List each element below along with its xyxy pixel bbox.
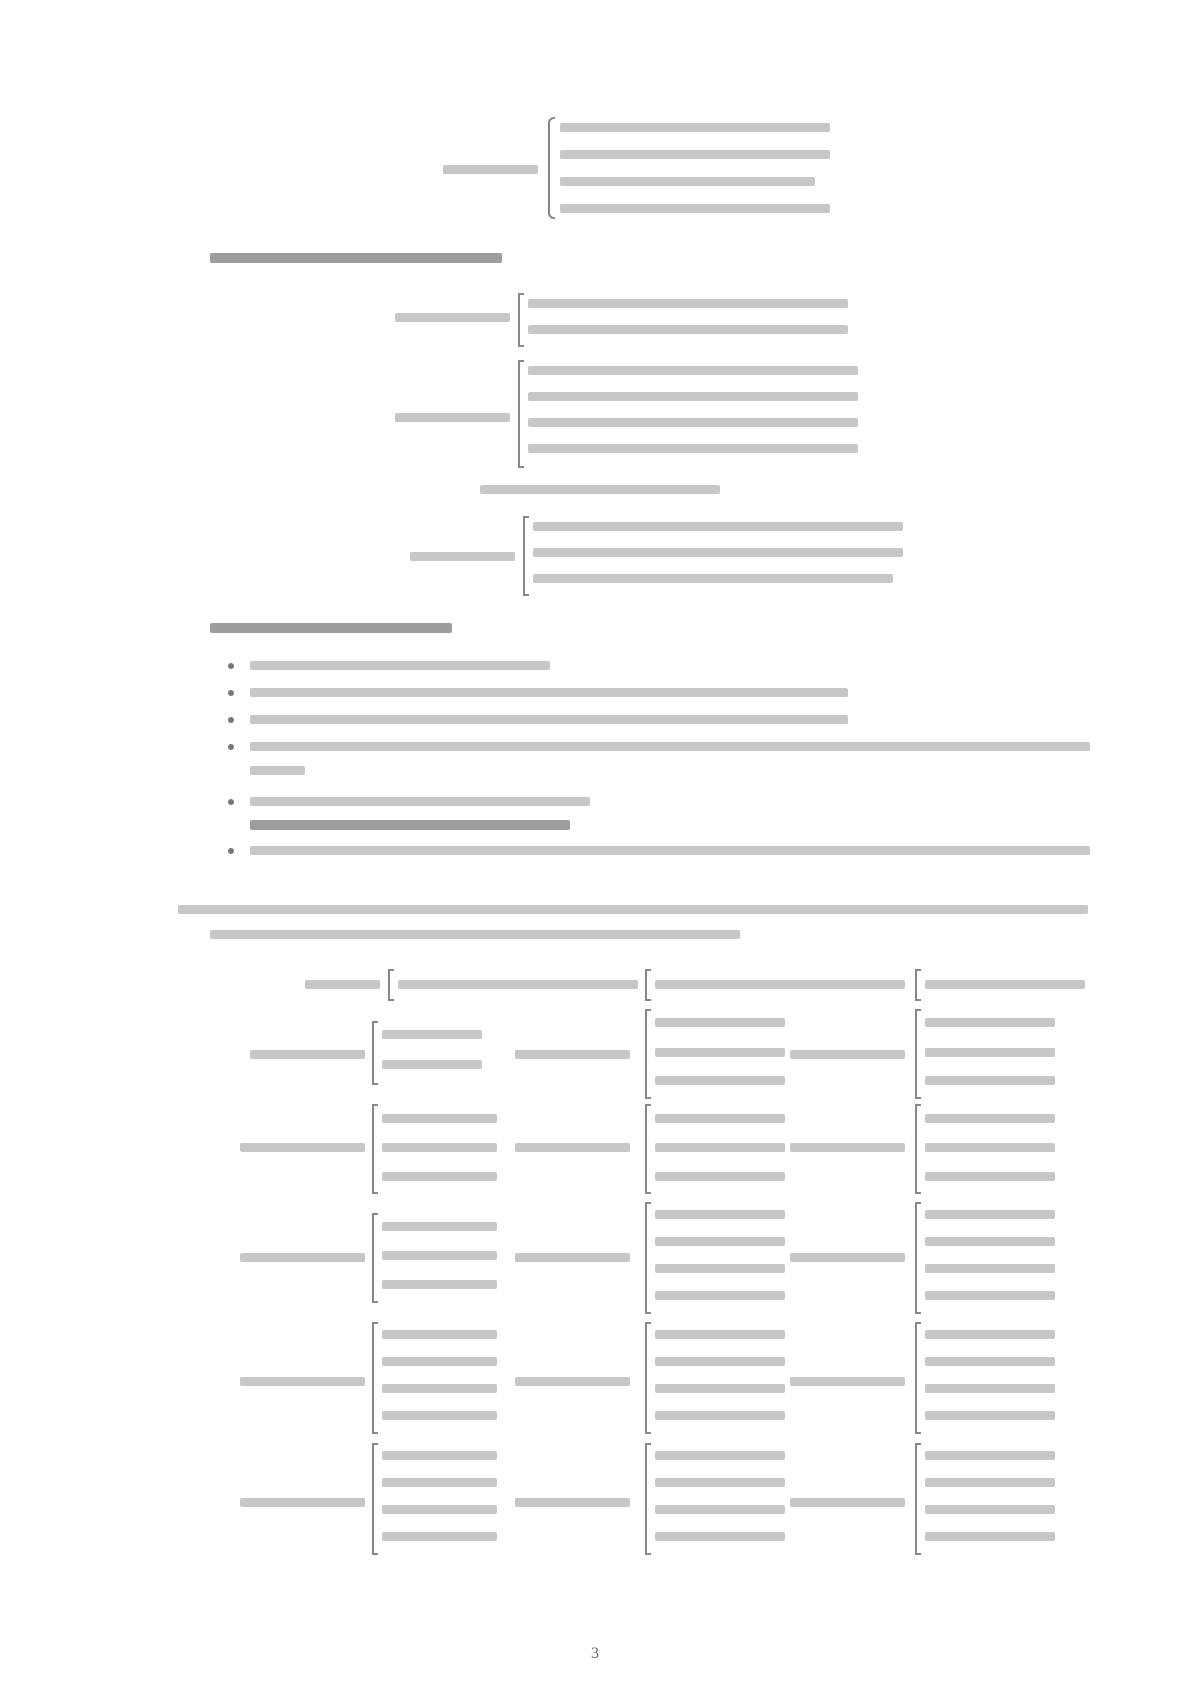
section-heading <box>210 623 452 633</box>
section-heading <box>210 253 502 263</box>
page-number: 3 <box>591 1645 599 1662</box>
equation-line <box>480 485 720 494</box>
